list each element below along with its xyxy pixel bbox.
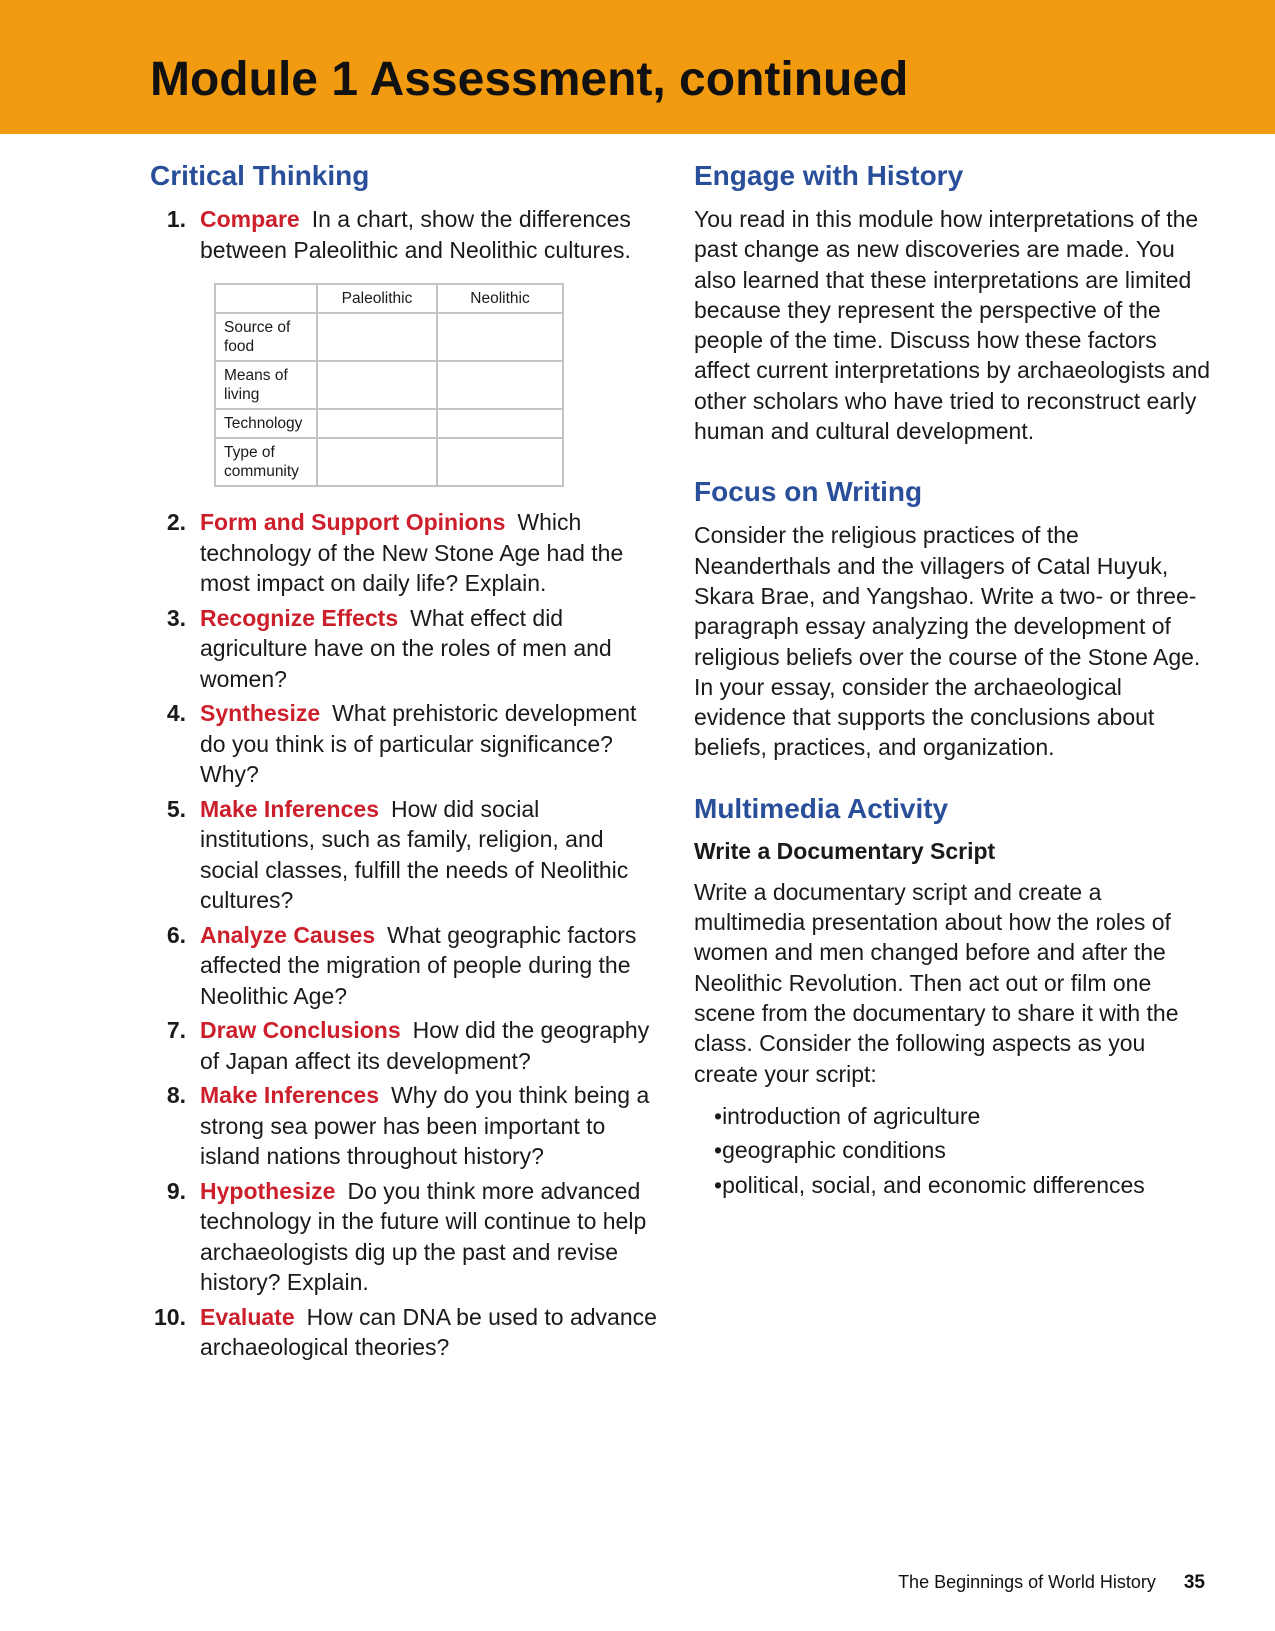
question-item [150,204,660,265]
question-text: Why do you think being a strong sea power has been important to island nations throughout history? [200,1082,650,1169]
chart-cell [317,409,437,438]
question-item [150,603,660,695]
chart-row [215,313,563,361]
engage-text: You read in this module how interpretations of the past change as new discoveries are made. You also learned that these interpretations are limited because they represent the perspective of the people of the time. Discuss how these factors affect current interpretations by archaeologists and other scholars who have tried to reconstruct early human and cultural development. [694,206,1211,445]
chart-row-label: Technology [215,409,317,438]
aspect-item: •introduction of agriculture [714,1102,981,1129]
right-column [694,158,1214,1202]
aspect-text: geographic conditions [722,1137,946,1164]
aspect-item: •geographic conditions [714,1137,946,1164]
question-item [150,1176,660,1298]
question-skill: Hypothesize [200,1177,336,1204]
question-text: Which technology of the New Stone Age had the most impact on daily life? Explain. [200,509,624,596]
chart-row-label: Source of food [215,313,317,361]
focus-heading: Focus on Writing [694,476,923,508]
chart-cell [437,438,563,486]
question-text: How did social institutions, such as family, religion, and social classes, fulfill the needs of Neolithic cultures? [200,795,629,913]
chart-row [215,361,563,409]
question-number: 5. [166,795,186,822]
question-item [150,794,660,916]
question-item [150,507,660,599]
chart-cell [437,313,563,361]
question-number: 8. [166,1082,186,1108]
page-number: 35 [1183,1572,1205,1593]
question-text: How can DNA be used to advance archaeological theories? [200,1303,657,1360]
multimedia-text: Write a documentary script and create a multimedia presentation about how the roles of women and men changed before and after the Neolithic Revolution. Then act out or film one scene from the documentary to share it with the class. Consider the following aspects as you create your script: [694,878,1179,1087]
question-item [150,1015,660,1076]
question-text: What prehistoric development do you think is of particular significance? Why? [200,700,637,787]
question-number: 4. [166,700,186,726]
chart-header-neolithic: Neolithic [437,284,563,313]
chart-cell [317,361,437,409]
question-number: 1. [166,206,186,232]
chart-cell [437,361,563,409]
question-item [150,698,660,790]
chart-row [215,438,563,486]
chart-cell [437,409,563,438]
question-text: Do you think more advanced technology in the future will continue to help archaeologists dig up the past and revise history? Explain. [200,1177,647,1295]
question-skill: Analyze Causes [200,921,376,948]
aspect-text: introduction of agriculture [722,1102,981,1129]
question-skill: Compare [200,206,300,232]
question-skill: Synthesize [200,700,321,726]
multimedia-heading: Multimedia Activity [694,792,949,824]
chart-row-label: Means of living [215,361,317,409]
question-skill: Evaluate [200,1303,295,1330]
chart-row [215,409,563,438]
title-banner [0,0,1275,134]
chart-cell [317,438,437,486]
question-skill: Draw Conclusions [200,1017,401,1043]
question-skill: Make Inferences [200,1082,379,1108]
engage-section [694,158,1214,446]
question-number: 7. [166,1017,186,1043]
critical-thinking-heading: Critical Thinking [150,160,370,191]
multimedia-subheading: Write a Documentary Script [694,837,996,864]
multimedia-section [694,791,1214,1203]
question-item [150,1302,660,1363]
question-number: 2. [166,509,186,535]
question-item [150,1080,660,1172]
question-number: 9. [166,1177,186,1204]
footer-title: The Beginnings of World History [898,1572,1156,1592]
chart-cell [317,313,437,361]
question-list [150,204,660,265]
question-skill: Make Inferences [200,795,379,822]
comparison-chart [214,283,564,487]
question-item [150,920,660,1012]
engage-heading: Engage with History [694,160,964,191]
page-title: Module 1 Assessment, continued [150,53,909,106]
chart-corner-cell [215,284,317,313]
question-text: In a chart, show the differences between Paleolithic and Neolithic cultures. [200,206,631,263]
question-number: 3. [166,604,186,631]
question-list [150,507,660,1363]
question-skill: Form and Support Opinions [200,509,506,535]
left-column [150,158,660,1367]
aspect-list [714,1099,1214,1203]
focus-section [694,474,1214,762]
chart-header-paleolithic: Paleolithic [317,284,437,313]
question-number: 6. [166,921,186,948]
chart-row-label: Type of community [215,438,317,486]
aspect-text: political, social, and economic differences [722,1171,1145,1198]
question-number: 10. [154,1303,186,1330]
question-text: How did the geography of Japan affect its development? [200,1017,650,1074]
question-skill: Recognize Effects [200,604,399,631]
chart-header-row [215,284,563,313]
page-footer [898,1572,1205,1594]
question-text: What effect did agriculture have on the roles of men and women? [200,604,612,692]
question-text: What geographic factors affected the migration of people during the Neolithic Age? [200,921,637,1009]
aspect-item: •political, social, and economic differences [714,1171,1145,1198]
focus-text: Consider the religious practices of the Neanderthals and the villagers of Catal Huyuk, Skara Brae, and Yangshao. Write a two- or three- paragraph essay analyzing the development of religious beliefs over the course of the Stone Age. In your essay, consider the archaeological evidence that supports the conclusions about beliefs, practices, and organization. [694,522,1201,761]
